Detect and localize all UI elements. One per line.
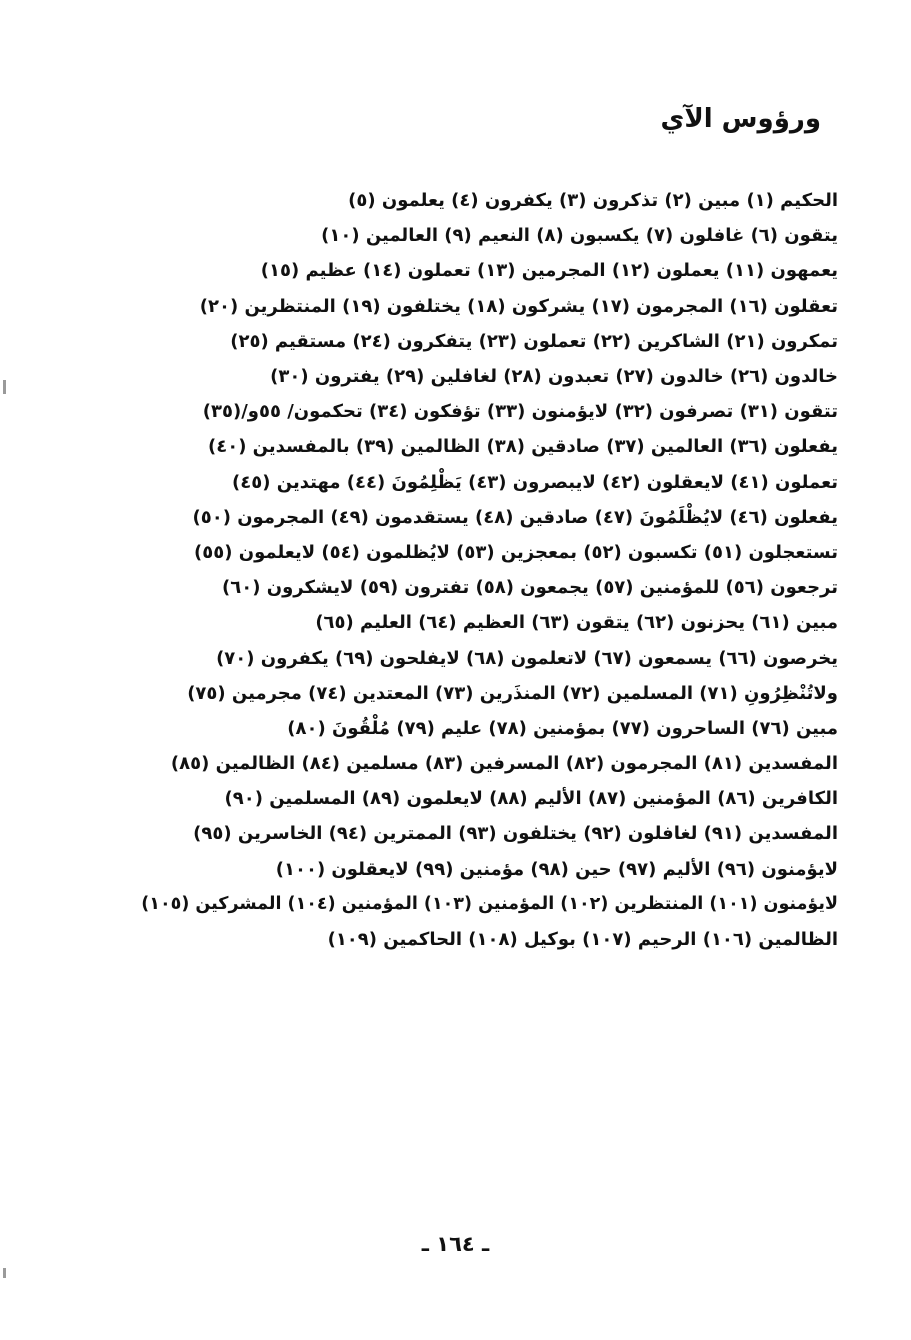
page-heading: ورؤوس الآي bbox=[660, 104, 821, 134]
verse-row: تتقون (٣١) تصرفون (٣٢) لايؤمنون (٣٣) تؤفكون (٣٤) تحكمون/ ٥٥و/(٣٥) bbox=[202, 401, 838, 423]
verse-row: يفعلون (٣٦) العالمين (٣٧) صادقين (٣٨) الظالمين (٣٩) بالمفسدين (٤٠) bbox=[207, 436, 838, 458]
verse-row: الكافرين (٨٦) المؤمنين (٨٧) الأليم (٨٨) لايعلمون (٨٩) المسلمين (٩٠) bbox=[224, 788, 838, 810]
verse-row: خالدون (٢٦) خالدون (٢٧) تعبدون (٢٨) لغافلين (٢٩) يفترون (٣٠) bbox=[270, 366, 838, 388]
verse-row: مبين (٦١) يحزنون (٦٢) يتقون (٦٣) العظيم (٦٤) العليم (٦٥) bbox=[315, 612, 838, 634]
verse-row: الظالمين (١٠٦) الرحيم (١٠٧) بوكيل (١٠٨) الحاكمين (١٠٩) bbox=[327, 929, 838, 951]
verse-row: يتقون (٦) غافلون (٧) يكسبون (٨) النعيم (٩) العالمين (١٠) bbox=[321, 225, 838, 247]
page-number: ـ ١٦٤ ـ bbox=[421, 1232, 490, 1256]
verse-row: تستعجلون (٥١) تكسبون (٥٢) بمعجزين (٥٣) لايُظلمون (٥٤) لايعلمون (٥٥) bbox=[194, 541, 838, 563]
verse-row: مبين (٧٦) الساحرون (٧٧) بمؤمنين (٧٨) عليم (٧٩) مُلْقُونَ (٨٠) bbox=[287, 717, 838, 739]
verse-row: لايؤمنون (٩٦) الأليم (٩٧) حين (٩٨) مؤمنين (٩٩) لايعقلون (١٠٠) bbox=[275, 858, 838, 880]
verse-row: لايؤمنون (١٠١) المنتظرين (١٠٢) المؤمنين (١٠٣) المؤمنين (١٠٤) المشركين (١٠٥) bbox=[141, 893, 838, 914]
verse-row: يخرصون (٦٦) يسمعون (٦٧) لاتعلمون (٦٨) لايفلحون (٦٩) يكفرون (٧٠) bbox=[216, 647, 838, 669]
verse-row: ترجعون (٥٦) للمؤمنين (٥٧) يجمعون (٥٨) تفترون (٥٩) لايشكرون (٦٠) bbox=[222, 577, 838, 599]
verse-row: تعملون (٤١) لايعقلون (٤٢) لايبصرون (٤٣) يَظْلِمُونَ (٤٤) مهتدين (٤٥) bbox=[232, 471, 838, 493]
verse-row: المفسدين (٨١) المجرمون (٨٢) المسرفين (٨٣) مسلمين (٨٤) الظالمين (٨٥) bbox=[170, 753, 838, 775]
scan-edge-mark bbox=[3, 380, 6, 394]
verse-row: المفسدين (٩١) لغافلون (٩٢) يختلفون (٩٣) الممترين (٩٤) الخاسرين (٩٥) bbox=[193, 823, 838, 845]
verse-row: تعقلون (١٦) المجرمون (١٧) يشركون (١٨) يختلفون (١٩) المنتظرين (٢٠) bbox=[199, 295, 838, 317]
verse-row: تمكرون (٢١) الشاكرين (٢٢) تعملون (٢٣) يتفكرون (٢٤) مستقيم (٢٥) bbox=[230, 330, 838, 352]
verse-row: يفعلون (٤٦) لايُظْلَمُونَ (٤٧) صادقين (٤٨) يستقدمون (٤٩) المجرمون (٥٠) bbox=[192, 506, 838, 528]
scan-edge-mark bbox=[3, 1268, 6, 1278]
verse-endings-list bbox=[128, 183, 838, 957]
verse-row: الحكيم (١) مبين (٢) تذكرون (٣) يكفرون (٤) يعلمون (٥) bbox=[348, 190, 838, 212]
verse-row: يعمهون (١١) يعملون (١٢) المجرمين (١٣) تعملون (١٤) عظيم (١٥) bbox=[260, 260, 838, 282]
verse-row: ولاتُنْظِرُونِ (٧١) المسلمين (٧٢) المنذَرين (٧٣) المعتدين (٧٤) مجرمين (٧٥) bbox=[187, 682, 838, 704]
